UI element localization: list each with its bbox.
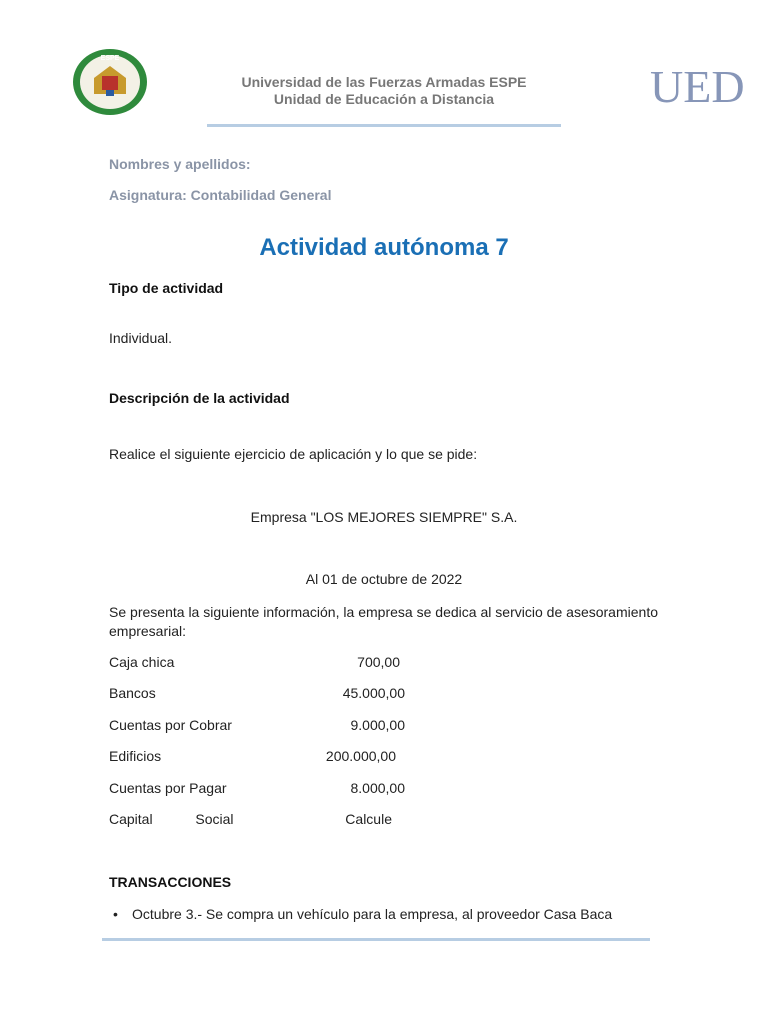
account-value: 8.000,00 [350, 780, 405, 796]
account-value: 9.000,00 [350, 717, 405, 733]
bullet-icon: • [113, 906, 118, 922]
account-value: 200.000,00 [325, 748, 396, 764]
header-divider [207, 124, 561, 127]
university-name: Universidad de las Fuerzas Armadas ESPE [241, 74, 527, 90]
account-label: Cuentas por Pagar [109, 780, 227, 796]
distance-unit-name: Unidad de Educación a Distancia [273, 91, 495, 107]
account-label: Edificios [109, 748, 162, 764]
account-label: Capital Social [109, 811, 234, 827]
account-value: 45.000,00 [342, 685, 405, 701]
espe-logo [72, 48, 148, 116]
ued-logo [648, 56, 745, 112]
account-value: 700,00 [357, 654, 400, 670]
instruction-text: Realice el siguiente ejercicio de aplicación y lo que se pide: [109, 446, 478, 462]
activity-type-value: Individual. [109, 330, 173, 346]
account-label: Cuentas por Cobrar [109, 717, 232, 733]
subject-label: Asignatura: Contabilidad General [109, 187, 332, 203]
activity-type-heading: Tipo de actividad [109, 280, 224, 296]
footer-divider [102, 938, 650, 941]
page-title: Actividad autónoma 7 [259, 234, 509, 261]
transaction-item: Octubre 3.- Se compra un vehículo para la empresa, al proveedor Casa Baca [132, 906, 613, 922]
company-name: Empresa "LOS MEJORES SIEMPRE" S.A. [250, 509, 518, 525]
account-label: Caja chica [109, 654, 175, 670]
intro-paragraph: Se presenta la siguiente información, la empresa se dedica al servicio de asesoramiento empresarial: [109, 604, 658, 639]
svg-text:UED: UED [650, 61, 745, 112]
statement-date: Al 01 de octubre de 2022 [305, 571, 463, 587]
account-value: Calcule [345, 811, 392, 827]
description-heading: Descripción de la actividad [109, 390, 290, 406]
account-label: Bancos [109, 685, 156, 701]
svg-text:ESPE: ESPE [100, 55, 120, 62]
names-field-label: Nombres y apellidos: [109, 156, 251, 172]
transactions-heading: TRANSACCIONES [109, 874, 232, 890]
